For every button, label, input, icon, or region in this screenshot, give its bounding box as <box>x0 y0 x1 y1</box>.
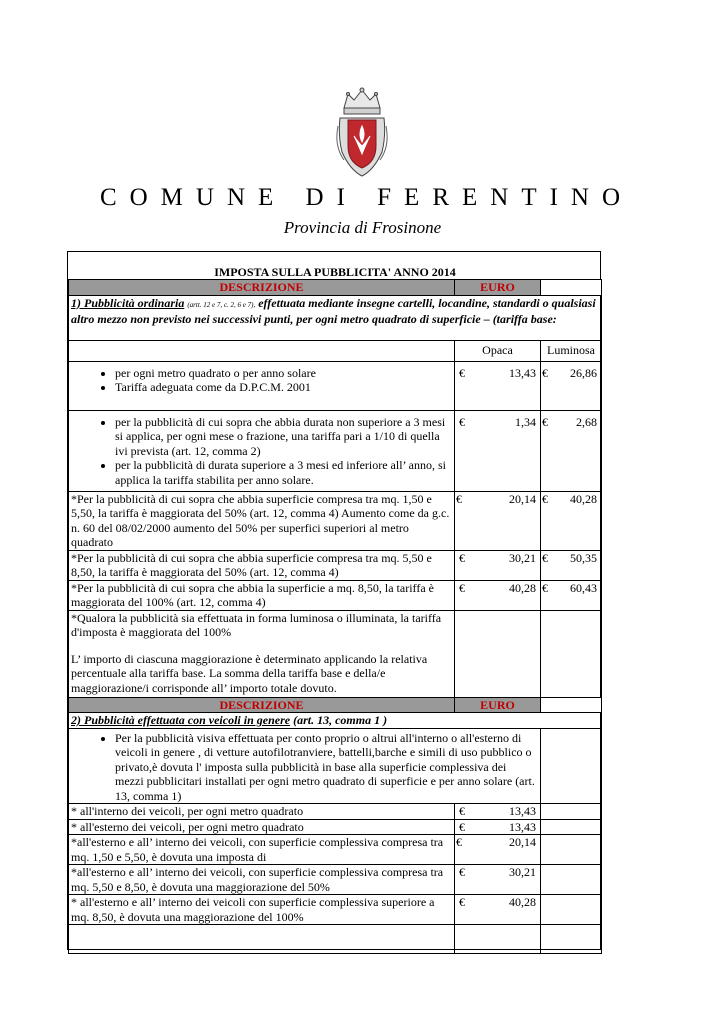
table-row: * all'esterno dei veicoli, per ogni metro quadrato <box>69 819 455 835</box>
col-descrizione: DESCRIZIONE <box>69 280 455 296</box>
tax-table: IMPOSTA SULLA PUBBLICITA' ANNO 2014 DESCRIZIONE EURO 1) Pubblicità ordinaria (artt. 12 e 7, c. 2, 6 e 7), effettuata mediante insegne cartelli, locandine, standardi o qualsiasi altro mezzo non previsto nei successivi punti, per ogni metro quadrato di superficie – (tariffa base: Opaca Luminosa • per ogni metro quadrato o per anno solare • Tariffa adeguata come da D.P.C.M. 2001 € 13,43 € 26,86 • per la pubblicità di cui sopra che abbia durata non superiore a 3 mesi si applica, per ogni mese o frazione, una tariffa pari a 1/10 di quella ivi prevista (art. 12, comma 2) • per la pubblicità di durata superiore a 3 mesi ed inferiore all’ anno, si applica la tariffa stabilita per anno solare. € 1,34 € 2,68 *Per la pubblicità di cui sopra che abbia superficie compresa tra mq. 1,50 e 5,50, la tariffa è maggiorata del 50% (art. 12, comma 4) Aumento come da g.c. n. 60 del 08/02/2000 aumento del 50% per superfici superiori al metro quadrato € 20,14 € 40,28 *Per la pubblicità di cui sopra che abbia superficie compresa tra mq. 5,50 e 8,50, la tariffa è maggiorata del 50% (art. 12, comma 4) € 30,21 € 50,35 *Per la pubblicità di cui sopra che abbia la superficie a mq. 8,50, la tariffa è maggiorata del 100% (art. 12, comma 4) € 40,28 € 60,43 *Qualora la pubblicità sia effettuata in forma luminosa o illuminata, la tariffa d'imposta è maggiorata del 100% L’ importo di ciascuna maggiorazione è determinato applicando la relativa percentuale alla tariffa base. La somma della tariffa base e della/e maggiorazione/i corrisponde all’ importo totale dovuto. DESCRIZIONE EURO 2) Pubblicità effettuata con veicoli in genere (art. 13, comma 1 ) • Per la pubblicità visiva effettuata per conto proprio o altrui all'interno o all'esterno di veicoli in genere , di vetture autofilotranviere, battelli,barche e simili di uso pubblico o privato,è dovuta l' imposta sulla pubblicità in base alla superficie complessiva dei mezzi pubblicitari installati per ogni metro quadrato di superficie e per anno solare (art. 13, comma 1) * all'interno dei veicoli, per ogni metro quadrato € 13,43 * all'esterno dei veicoli, per ogni metro quadrato € 13,43 *all'esterno e all’ interno dei veicoli, con superficie complessiva compresa tra mq. 1,50 e 5,50, è dovuta una imposta di € 20,14 *all'esterno e all’ interno dei veicoli, con superficie complessiva compresa tra mq. 5,50 e 8,50, è dovuta una maggiorazione del 50% € 30,21 * all'esterno e all’ interno dei veicoli con superficie complessiva superiore a mq. 8,50, è dovuta una maggiorazione del 100% € 40,28 <box>68 252 602 954</box>
table-row: * all'esterno e all’ interno dei veicoli con superficie complessiva superiore a mq. 8,50, è dovuta una maggiorazione del 100% <box>69 895 455 925</box>
province-subtitle: Provincia di Frosinone <box>283 218 442 237</box>
table-row: *all'esterno e all’ interno dei veicoli, con superficie complessiva compresa tra mq. 1,50 e 5,50, è dovuta una imposta di <box>69 835 455 865</box>
col-luminosa: Luminosa <box>541 340 602 361</box>
table-row: • per ogni metro quadrato o per anno solare • Tariffa adeguata come da D.P.C.M. 2001 <box>69 361 455 410</box>
table-title: IMPOSTA SULLA PUBBLICITA' ANNO 2014 <box>69 252 602 280</box>
table-row: * all'interno dei veicoli, per ogni metro quadrato <box>69 804 455 820</box>
section1-notes: *Qualora la pubblicità sia effettuata in forma luminosa o illuminata, la tariffa d'imposta è maggiorata del 100% L’ importo di ciascuna maggiorazione è determinato applicando la relativa percentuale alla tariffa base. La somma della tariffa base e della/e maggiorazione/i corrisponde all’ importo totale dovuto. <box>69 610 455 697</box>
table-row <box>69 925 455 954</box>
comune-crest-emblem <box>336 86 388 180</box>
col-euro-2: EURO <box>455 697 541 713</box>
col-euro: EURO <box>455 280 541 296</box>
section2-heading: 2) Pubblicità effettuata con veicoli in genere (art. 13, comma 1 ) <box>69 713 602 729</box>
table-row: • per la pubblicità di cui sopra che abbia durata non superiore a 3 mesi si applica, per ogni mese o frazione, una tariffa pari a 1/10 di quella ivi prevista (art. 12, comma 2) • per la pubblicità di durata superiore a 3 mesi ed inferiore all’ anno, si applica la tariffa stabilita per anno solare. <box>69 410 455 491</box>
table-row: *Per la pubblicità di cui sopra che abbia la superficie a mq. 8,50, la tariffa è maggiorata del 100% (art. 12, comma 4) <box>69 580 455 610</box>
col-descrizione-2: DESCRIZIONE <box>69 697 455 713</box>
table-row: *Per la pubblicità di cui sopra che abbia superficie compresa tra mq. 5,50 e 8,50, la tariffa è maggiorata del 50% (art. 12, comma 4) <box>69 550 455 580</box>
section2-description: • Per la pubblicità visiva effettuata per conto proprio o altrui all'interno o all'esterno di veicoli in genere , di vetture autofilotranviere, battelli,barche e simili di uso pubblico o privato,è dovuta l' imposta sulla pubblicità in base alla superficie complessiva dei mezzi pubblicitari installati per ogni metro quadrato di superficie e per anno solare (art. 13, comma 1) <box>69 728 541 804</box>
table-row: *Per la pubblicità di cui sopra che abbia superficie compresa tra mq. 1,50 e 5,50, la tariffa è maggiorata del 50% (art. 12, comma 4) Aumento come da g.c. n. 60 del 08/02/2000 aumento del 50% per superfici superiori al metro quadrato <box>69 491 455 550</box>
col-opaca: Opaca <box>455 340 541 361</box>
table-row: *all'esterno e all’ interno dei veicoli, con superficie complessiva compresa tra mq. 5,50 e 8,50, è dovuta una maggiorazione del 50% <box>69 865 455 895</box>
tax-table-frame <box>67 251 601 950</box>
municipality-title: COMUNE DI FERENTINO <box>99 184 634 211</box>
section1-heading: 1) Pubblicità ordinaria (artt. 12 e 7, c. 2, 6 e 7), effettuata mediante insegne cartelli, locandine, standardi o qualsiasi altro mezzo non previsto nei successivi punti, per ogni metro quadrato di superficie – (tariffa base: <box>69 295 602 340</box>
